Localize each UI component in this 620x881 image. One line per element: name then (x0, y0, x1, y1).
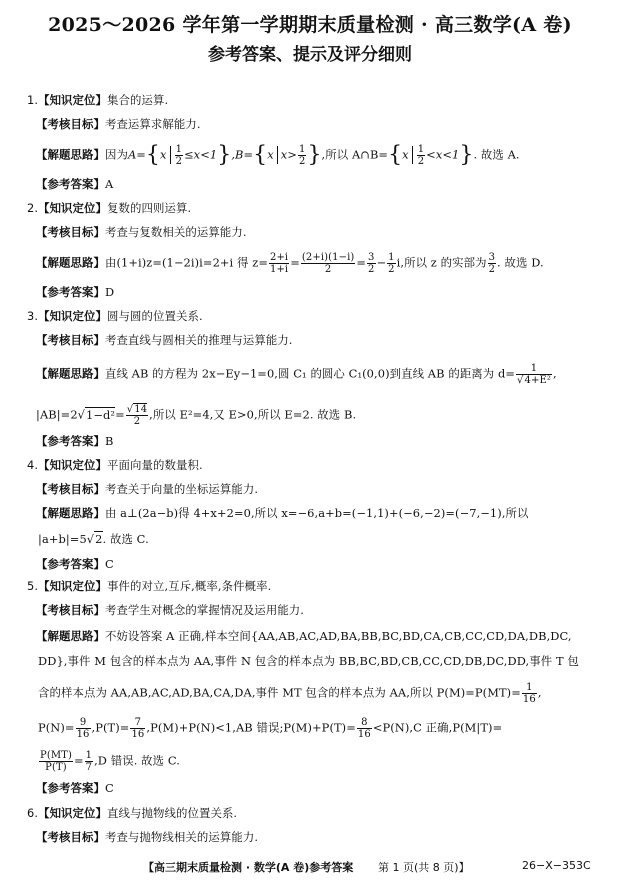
tag-solution: 【解题思路】 (36, 255, 105, 270)
q2-solution (36, 252, 612, 275)
fraction (269, 252, 289, 275)
frac-den: 2 (324, 264, 332, 275)
sqrt-radicand: 4+E² (524, 375, 551, 386)
tag-goal: 【考核目标】 (36, 482, 105, 496)
set-bar (277, 146, 278, 164)
frac-num: 1 (417, 144, 425, 155)
q3-knowledge (27, 309, 603, 323)
frac-num: √14 (126, 404, 148, 415)
q6-knowledge (27, 806, 603, 820)
equals: = (115, 407, 125, 422)
frac-num: 3 (368, 252, 375, 263)
tag-goal: 【考核目标】 (36, 603, 105, 617)
frac-num: 1 (175, 144, 183, 155)
q2-answer-text: D (104, 285, 115, 299)
tag-knowledge: 【知识定位】 (38, 579, 108, 593)
brace-right: } (217, 142, 232, 168)
equals: = (290, 255, 300, 270)
brace-left: { (388, 142, 403, 168)
q5-solution-text: ,P(M)+P(N)<1,AB 错误;P(M)+P(T)= (146, 720, 356, 735)
frac-den: 2 (175, 156, 183, 167)
q5-solution-line5 (38, 750, 614, 773)
q5-solution-line2 (38, 654, 614, 668)
frac-num: 3 (488, 252, 496, 263)
comma: , (552, 366, 557, 381)
fraction (85, 750, 93, 773)
q1-set-a-label: A= (127, 147, 146, 162)
q1-solution (36, 144, 612, 167)
q1-cond: <x<1 (426, 147, 460, 162)
frac-num: (2+i)(1−i) (301, 252, 355, 263)
tag-knowledge: 【知识定位】 (38, 201, 108, 215)
frac-num: 1 (388, 252, 395, 263)
q4-knowledge (27, 458, 603, 472)
minus: − (376, 255, 387, 270)
q2-knowledge (27, 201, 603, 215)
tag-answer: 【参考答案】 (36, 177, 105, 191)
frac-den: 2 (488, 264, 496, 275)
q1-solution-text: . 故选 A. (473, 147, 520, 162)
equals: = (356, 255, 367, 270)
q2-knowledge-text: 复数的四则运算. (107, 201, 192, 215)
fraction (76, 717, 91, 740)
q5-solution-text: 含的样本点为 AA,AB,AC,AD,BA,CA,DA,事件 MT 包含的样本点为 AA,所以 P(M)=P(MT)= (38, 685, 521, 700)
sqrt-radicand: 14 (134, 404, 148, 415)
fraction (488, 252, 496, 275)
footer-title: 【高三期末质量检测 · 数学(A 卷)参考答案 (143, 861, 354, 874)
fraction (357, 717, 372, 740)
q5-knowledge (27, 579, 603, 593)
fraction (387, 252, 395, 275)
tag-knowledge: 【知识定位】 (38, 309, 108, 323)
frac-num: 2+i (269, 252, 289, 263)
set-bar (412, 146, 413, 164)
q4-solution-text: . 故选 C. (102, 532, 149, 546)
q4-solution-text: 由 a⊥(2a−b)得 4+x+2=0,所以 x=−6,a+b=(−1,1)+(−6,−2)=(−7,−1),所以 (104, 506, 529, 520)
q4-number: 4. (27, 458, 39, 472)
tag-knowledge: 【知识定位】 (38, 458, 108, 472)
frac-den: 2 (133, 416, 141, 427)
q3-answer-text: B (104, 434, 114, 448)
page-subtitle: 参考答案、提示及评分细则 (208, 45, 412, 65)
tag-goal: 【考核目标】 (36, 830, 105, 844)
page-title: 2025～2026 学年第一学期期末质量检测 · 高三数学(A 卷) (48, 14, 572, 36)
sqrt: √2 (86, 532, 103, 546)
q6-knowledge-text: 直线与抛物线的位置关系. (107, 806, 238, 820)
q2-solution-text: 由(1+i)z=(1−2i)i=2+i 得 z= (104, 255, 268, 270)
q1-solution-text: ,所以 A∩B= (321, 147, 389, 162)
brace-right: } (307, 142, 322, 168)
tag-answer: 【参考答案】 (36, 285, 105, 299)
tag-goal: 【考核目标】 (36, 117, 105, 131)
tag-goal: 【考核目标】 (36, 333, 105, 347)
frac-den: P(T) (45, 762, 67, 773)
q5-number: 5. (27, 579, 39, 593)
q3-solution-text: |AB|=2 (36, 407, 78, 422)
q5-solution-text: 不妨设答案 A 正确,样本空间{AA,AB,AC,AD,BA,BB,BC,BD,CA,CB,CC,CD,DA,DB,DC, (104, 629, 572, 643)
q5-solution-text: ,P(T)= (91, 720, 130, 735)
frac-den: 16 (131, 729, 145, 740)
q5-solution-line3 (38, 682, 614, 705)
q3-goal (36, 333, 612, 347)
q2-goal-text: 考查与复数相关的运算能力. (104, 225, 247, 239)
fraction (367, 252, 375, 275)
q3-solution-line1 (36, 363, 612, 386)
sqrt-radicand: 1−d² (86, 407, 116, 422)
frac-den: 16 (357, 729, 371, 740)
q5-solution-text: ,D 错误. 故选 C. (94, 753, 181, 768)
fraction (417, 144, 425, 167)
frac-num: 1 (522, 682, 537, 694)
frac-den: 2 (417, 156, 425, 167)
q5-goal (36, 603, 612, 617)
fraction (175, 144, 183, 167)
fraction (516, 363, 552, 386)
tag-solution: 【解题思路】 (36, 506, 105, 520)
frac-num: 8 (357, 717, 372, 729)
frac-num: 1 (85, 750, 93, 761)
q1-number: 1. (27, 93, 39, 107)
q2-number: 2. (27, 201, 39, 215)
q1-knowledge-text: 集合的运算. (107, 93, 169, 107)
frac-den: 2 (388, 264, 395, 275)
frac-num: 7 (130, 717, 145, 729)
brace-left: { (145, 142, 161, 168)
q5-solution-text: DD},事件 M 包含的样本点为 AA,事件 N 包含的样本点为 BB,BC,BD,CB,CC,CD,DB,DC,DD,事件 T 包 (38, 654, 579, 668)
q1-var-x: x (160, 147, 167, 162)
frac-num: 9 (76, 717, 91, 729)
q1-answer (36, 177, 612, 191)
sqrt-radicand: 2 (95, 532, 103, 546)
q1-knowledge (27, 93, 603, 107)
q4-solution-line1 (36, 506, 612, 520)
q5-solution-line1 (36, 629, 612, 643)
fraction (126, 404, 148, 427)
q3-solution-text: 直线 AB 的方程为 2x−Ey−1=0,圆 C₁ 的圆心 C₁(0,0)到直线 AB 的距离为 d= (104, 366, 516, 381)
tag-solution: 【解题思路】 (36, 629, 105, 643)
q6-number: 6. (27, 806, 39, 820)
frac-den: 2 (298, 156, 306, 167)
q1-answer-text: A (104, 177, 114, 191)
q1-goal-text: 考查运算求解能力. (104, 117, 201, 131)
q1-cond: x> (280, 147, 297, 162)
brace-right: } (459, 142, 474, 168)
q4-answer-text: C (104, 557, 114, 571)
tag-solution: 【解题思路】 (36, 366, 105, 381)
q1-solution-text: 因为 (104, 147, 128, 162)
q1-cond: ≤x<1 (184, 147, 218, 162)
q3-knowledge-text: 圆与圆的位置关系. (107, 309, 203, 323)
q5-answer (36, 781, 612, 795)
q3-answer (36, 434, 612, 448)
q5-answer-text: C (104, 781, 114, 795)
frac-num: P(MT) (40, 750, 72, 761)
frac-num: 1 (516, 363, 552, 375)
q1-set-b-label: ,B= (231, 147, 254, 162)
fraction (130, 717, 145, 740)
q1-var-x: x (267, 147, 274, 162)
frac-den: 16 (76, 729, 90, 740)
q2-solution-text: . 故选 D. (497, 255, 544, 270)
q5-solution-text: <P(N),C 正确,P(M|T)= (372, 720, 503, 735)
q4-solution-line2 (38, 532, 614, 546)
tag-knowledge: 【知识定位】 (38, 93, 108, 107)
q5-knowledge-text: 事件的对立,互斥,概率,条件概率. (107, 579, 272, 593)
tag-answer: 【参考答案】 (36, 781, 105, 795)
frac-den: 16 (522, 694, 536, 705)
tag-answer: 【参考答案】 (36, 557, 105, 571)
equals: = (73, 753, 84, 768)
frac-den: 2 (368, 264, 375, 275)
tag-goal: 【考核目标】 (36, 225, 105, 239)
brace-left: { (253, 142, 268, 168)
q3-number: 3. (27, 309, 39, 323)
q2-answer (36, 285, 612, 299)
fraction (298, 144, 306, 167)
tag-answer: 【参考答案】 (36, 434, 105, 448)
tag-solution: 【解题思路】 (36, 147, 105, 162)
q4-knowledge-text: 平面向量的数量积. (107, 458, 203, 472)
q1-var-x: x (402, 147, 409, 162)
q4-goal (36, 482, 612, 496)
q6-goal (36, 830, 612, 844)
q1-goal (36, 117, 612, 131)
q4-solution-text: |a+b|=5 (38, 532, 87, 546)
frac-den: 7 (85, 762, 93, 773)
q3-solution-text: ,所以 E²=4,又 E>0,所以 E=2. 故选 B. (149, 407, 357, 422)
q3-solution-line2 (36, 404, 612, 427)
sqrt: √1−d² (77, 407, 116, 422)
fraction (301, 252, 355, 275)
footer-code: 26−X−353C (522, 859, 591, 872)
q3-goal-text: 考查直线与圆相关的推理与运算能力. (104, 333, 293, 347)
frac-den: 1+i (269, 264, 289, 275)
q5-solution-line4 (38, 717, 614, 740)
footer-page-number: 第 1 页(共 8 页)】 (378, 861, 470, 874)
q4-answer (36, 557, 612, 571)
q2-goal (36, 225, 612, 239)
q5-solution-text: P(N)= (38, 720, 75, 735)
set-bar (170, 146, 171, 164)
q6-goal-text: 考查与抛物线相关的运算能力. (104, 830, 259, 844)
q4-goal-text: 考查关于向量的坐标运算能力. (104, 482, 259, 496)
comma: , (537, 685, 542, 700)
q5-goal-text: 考查学生对概念的掌握情况及运用能力. (104, 603, 305, 617)
fraction (39, 750, 73, 773)
q2-solution-text: i,所以 z 的实部为 (396, 255, 487, 270)
fraction (522, 682, 537, 705)
frac-den: √4+E² (517, 375, 551, 386)
frac-num: 1 (298, 144, 306, 155)
tag-knowledge: 【知识定位】 (38, 806, 108, 820)
